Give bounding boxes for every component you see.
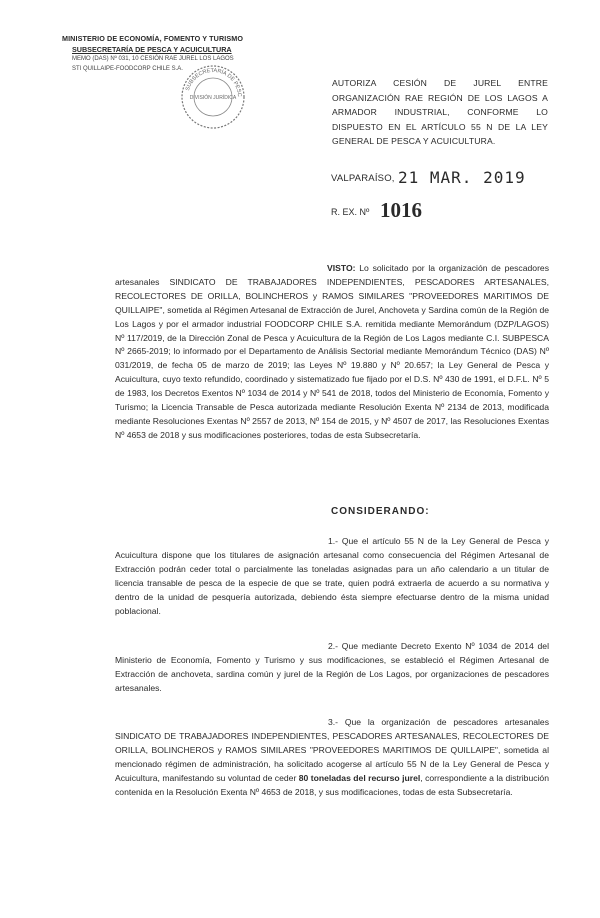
considerando-heading: CONSIDERANDO:: [331, 506, 430, 517]
stamp-ring-text: SUBSECRETARÍA DE PESC: [184, 67, 243, 98]
considerando-3-quantity: 80 toneladas del recurso jurel: [298, 772, 421, 783]
considerando-1: 1.- Que el artículo 55 N de la Ley General de Pesca y Acuicultura dispone que los titulares de asignación artesanal como consecuencia del Régimen Artesanal de Extracción podrán ceder total o parcialmente las toneladas asignadas para un año calendario a un titular de licencia transable de pesca de la especie de que se trate, quien podrá extraerla de acuerdo a su normativa y dentro de la unidad de pesquería autorizada, debiendo ésta siempre efectuarse dentro de la misma unidad poblacional.: [115, 536, 549, 616]
place-label: VALPARAÍSO,: [331, 173, 395, 184]
visto-label: VISTO:: [327, 263, 356, 273]
reference-line: MEMO (DAS) Nº 031, 10 CESIÓN RAE JUREL LOS LAGOS: [72, 56, 234, 62]
considerando-3-text-a: 3.- Que la organización de pescadores artesanales SINDICATO DE TRABAJADORES INDEPENDIENTES, PESCADORES ARTESANALES, RECOLECTORES DE ORILLA, BOLINCHEROS y RAMOS SIMILARES "PROVEEDORES MARITIMOS DE QUILLAIPE", sometida al mencionado régimen de administración, ha solicitado acogerse al artículo 55 N de la Ley General de Pesca y Acuicultura, manifestando su voluntad de ceder: [115, 717, 549, 783]
date-stamp: 21 MAR. 2019: [398, 168, 526, 187]
considerando-3: [115, 716, 549, 799]
visto-section: [115, 262, 549, 443]
considerando-2: 2.- Que mediante Decreto Exento Nº 1034 de 2014 del Ministerio de Economía, Fomento y Turismo y sus modificaciones, se estableció el Régimen Artesanal de Extracción de anchoveta, sardina común y jurel de la Región de Los Lagos, por organizaciones de pescadores artesanales.: [115, 641, 549, 693]
considerando-3-text-c: , correspondiente a la distribución contenida en la Resolución Exenta Nº 4653 de 2018, y sus modificaciones, todas de esta Subsecretaría.: [115, 772, 549, 797]
exento-label: R. EX. Nº: [331, 207, 370, 217]
stamp-seal-icon: [178, 62, 248, 132]
ministry-name: MINISTERIO DE ECONOMÍA, FOMENTO Y TURISMO: [62, 34, 244, 43]
visto-text: Lo solicitado por la organización de pescadores artesanales SINDICATO DE TRABAJADORES INDEPENDIENTES, PESCADORES ARTESANALES, RECOLECTORES DE ORILLA, BOLINCHEROS y RAMOS SIMILARES "PROVEEDORES MARITIMOS DE QUILLAIPE", sometida al Régimen Artesanal de Extracción de Jurel, Anchoveta y Sardina común de la Región de Los Lagos y por el armador industrial FOODCORP CHILE S.A. remitida mediante Memorándum (DZP/LAGOS) Nº 117/2019, de la Dirección Zonal de Pesca y Acuicultura de la Región de Los Lagos mediante C.I. SUBPESCA Nº 2665-2019; lo informado por el Departamento de Análisis Sectorial mediante Memorándum Técnico (DAS) Nº 031/2019, de fecha 05 de marzo de 2019; las Leyes Nº 19.880 y Nº 20.657; la Ley General de Pesca y Acuicultura, cuyo texto refundido, coordinado y sistematizado fue fijado por el D.S. Nº 430 de 1991, el D.F.L. Nº 5 de 1983, los Decretos Exentos Nº 1034 de 2014 y Nº 541 de 2018, todos del Ministerio de Economía, Fomento y Turismo; la Licencia Transable de Pesca autorizada mediante Resolución Exenta Nº 2134 de 2013, modificada mediante Resoluciones Exentas Nº 2557 de 2013, Nº 154 de 2015, y Nº 4507 de 2017, las Resoluciones Exentas Nº 4653 de 2018 y sus modificaciones posteriores, todas de esta Subsecretaría.: [115, 263, 550, 440]
official-stamp: [178, 62, 248, 132]
exento-number: 1016: [380, 198, 422, 222]
resolution-title: AUTORIZA CESIÓN DE JUREL ENTRE ORGANIZACIÓN RAE REGIÓN DE LOS LAGOS A ARMADOR INDUSTRIAL, CONFORME LO DISPUESTO EN EL ARTÍCULO 55 N DE LA LEY GENERAL DE PESCA Y ACUICULTURA.: [332, 78, 548, 146]
reference-line-2: STI QUILLAIPE-FOODCORP CHILE S.A.: [72, 65, 183, 72]
subsecretaria-name: SUBSECRETARÍA DE PESCA Y ACUICULTURA: [72, 44, 232, 54]
stamp-center-text: DIVISIÓN JURÍDICA: [189, 95, 237, 101]
